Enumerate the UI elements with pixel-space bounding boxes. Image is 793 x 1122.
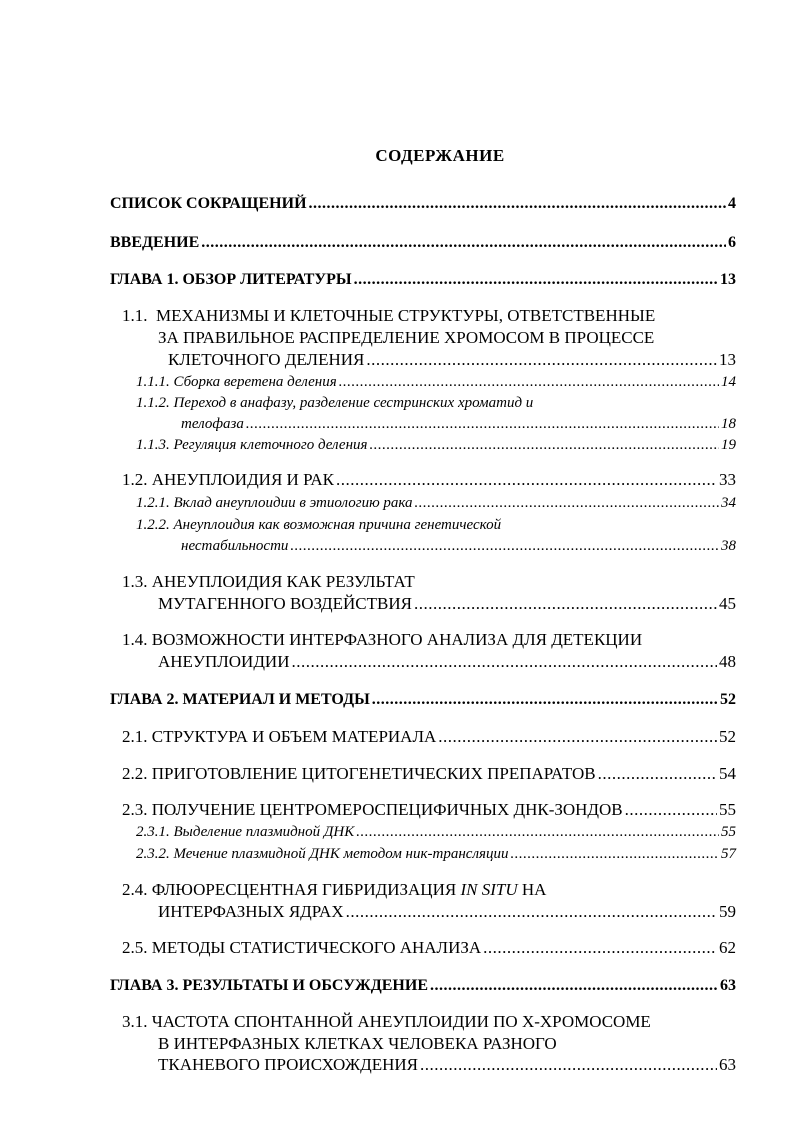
toc-entry-chapter-1[interactable]: [110, 270, 736, 290]
toc-entry-1-2-2[interactable]: [181, 536, 736, 556]
toc-entry-1-3-line1[interactable]: 1.3. АНЕУПЛОИДИЯ КАК РЕЗУЛЬТАТ: [122, 572, 415, 591]
toc-page-number: 55: [719, 800, 736, 819]
dot-leader: [430, 976, 718, 996]
dot-leader: [309, 194, 726, 214]
toc-entry-label: 2.3. ПОЛУЧЕНИЕ ЦЕНТРОМЕРОСПЕЦИФИЧНЫХ ДНК-ЗОНДОВ: [122, 800, 623, 819]
dot-leader: [291, 652, 717, 672]
toc-page-number: 55: [721, 824, 736, 840]
toc-entry-label: 2.3.2. Мечение плазмидной ДНК методом ник-трансляции: [136, 846, 509, 862]
toc-entry-label: ГЛАВА 2. МАТЕРИАЛ И МЕТОДЫ: [110, 691, 370, 708]
toc-entry-abbreviations[interactable]: [110, 194, 736, 214]
toc-page-number: 13: [719, 350, 736, 369]
dot-leader: [483, 938, 717, 958]
toc-entry-1-1-1[interactable]: [136, 372, 736, 392]
toc-page-number: 4: [728, 195, 736, 212]
toc-page-number: 13: [720, 271, 736, 288]
toc-entry-label: 2.3.1. Выделение плазмидной ДНК: [136, 824, 355, 840]
toc-page-number: 54: [719, 764, 736, 783]
dot-leader: [438, 727, 717, 747]
toc-entry-label: ГЛАВА 1. ОБЗОР ЛИТЕРАТУРЫ: [110, 271, 352, 288]
toc-page-number: 62: [719, 938, 736, 957]
toc-entry-label: МУТАГЕННОГО ВОЗДЕЙСТВИЯ: [158, 594, 412, 613]
toc-entry-label: АНЕУПЛОИДИИ: [158, 652, 290, 671]
toc-page-number: 59: [719, 902, 736, 921]
toc-entry-label: ВВЕДЕНИЕ: [110, 234, 200, 251]
dot-leader: [510, 844, 719, 864]
toc-entry-3-1-line1[interactable]: 3.1. ЧАСТОТА СПОНТАННОЙ АНЕУПЛОИДИИ ПО Х-ХРОМОСОМЕ: [122, 1012, 651, 1031]
dot-leader: [290, 536, 719, 556]
toc-entry-1-4-line1[interactable]: 1.4. ВОЗМОЖНОСТИ ИНТЕРФАЗНОГО АНАЛИЗА ДЛЯ ДЕТЕКЦИИ: [122, 630, 643, 649]
toc-entry-1-1-2-line1[interactable]: 1.1.2. Переход в анафазу, разделение сестринских хроматид и: [136, 395, 534, 411]
dot-leader: [598, 764, 717, 784]
toc-page-number: 18: [721, 416, 736, 432]
dot-leader: [201, 233, 726, 253]
toc-entry-label: 2.2. ПРИГОТОВЛЕНИЕ ЦИТОГЕНЕТИЧЕСКИХ ПРЕПАРАТОВ: [122, 764, 596, 783]
toc-entry-label: ИНТЕРФАЗНЫХ ЯДРАХ: [158, 902, 344, 921]
dot-leader: [346, 902, 717, 922]
toc-entry-1-1[interactable]: [168, 350, 736, 370]
toc-entry-label: МЕХАНИЗМЫ И КЛЕТОЧНЫЕ СТРУКТУРЫ, ОТВЕТСТВЕННЫЕ: [156, 306, 656, 325]
toc-entry-label: нестабильности: [181, 538, 289, 554]
toc-entry-1-3[interactable]: [158, 594, 736, 614]
toc-entry-label: 1.1.1. Сборка веретена деления: [136, 374, 337, 390]
toc-entry-1-1-3[interactable]: [136, 435, 736, 455]
toc-entry-2-4-line1[interactable]: [122, 880, 546, 900]
toc-entry-label-end: НА: [517, 880, 547, 899]
toc-page-number: 45: [719, 594, 736, 613]
dot-leader: [414, 594, 717, 614]
toc-page-number: 63: [719, 1055, 736, 1074]
toc-entry-1-2[interactable]: [122, 470, 736, 490]
toc-entry-chapter-3[interactable]: [110, 976, 736, 996]
toc-entry-2-2[interactable]: [122, 764, 736, 784]
toc-entry-label: СПИСОК СОКРАЩЕНИЙ: [110, 195, 307, 212]
toc-page-number: 63: [720, 977, 736, 994]
toc-entry-3-1[interactable]: [158, 1055, 736, 1075]
toc-page-number: 38: [721, 538, 736, 554]
toc-entry-1-1-2[interactable]: [181, 414, 736, 434]
dot-leader: [625, 800, 717, 820]
toc-entry-label: 1.2.1. Вклад анеуплоидии в этиологию рака: [136, 495, 413, 511]
toc-entry-2-5[interactable]: [122, 938, 736, 958]
toc-entry-1-4[interactable]: [158, 652, 736, 672]
dot-leader: [372, 690, 718, 710]
toc-entry-3-1-line2: В ИНТЕРФАЗНЫХ КЛЕТКАХ ЧЕЛОВЕКА РАЗНОГО: [158, 1034, 557, 1053]
toc-page-number: 19: [721, 437, 736, 453]
toc-entry-2-3[interactable]: [122, 800, 736, 820]
dot-leader: [415, 493, 719, 513]
toc-entry-label-italic: IN SITU: [460, 880, 518, 899]
toc-entry-label: 2.4. ФЛЮОРЕСЦЕНТНАЯ ГИБРИДИЗАЦИЯ: [122, 880, 461, 899]
toc-entry-1-1-line2: ЗА ПРАВИЛЬНОЕ РАСПРЕДЕЛЕНИЕ ХРОМОСОМ В ПРОЦЕССЕ: [158, 328, 655, 347]
section-number: 1.1.: [122, 306, 148, 325]
toc-entry-chapter-2[interactable]: [110, 690, 736, 710]
toc-entry-label: 2.1. СТРУКТУРА И ОБЪЕМ МАТЕРИАЛА: [122, 727, 437, 746]
toc-entry-2-1[interactable]: [122, 727, 736, 747]
dot-leader: [370, 435, 720, 455]
toc-page-number: 34: [721, 495, 736, 511]
dot-leader: [356, 822, 719, 842]
toc-entry-label: 1.2. АНЕУПЛОИДИЯ И РАК: [122, 470, 334, 489]
dot-leader: [339, 372, 719, 392]
toc-page-number: 48: [719, 652, 736, 671]
page-title: СОДЕРЖАНИЕ: [375, 146, 505, 165]
toc-entry-label: телофаза: [181, 416, 244, 432]
toc-page-number: 33: [719, 470, 736, 489]
toc-entry-label: ГЛАВА 3. РЕЗУЛЬТАТЫ И ОБСУЖДЕНИЕ: [110, 977, 428, 994]
toc-page-number: 14: [721, 374, 736, 390]
toc-entry-1-2-1[interactable]: [136, 493, 736, 513]
toc-entry-1-1-line1[interactable]: [122, 306, 655, 326]
toc-entry-2-3-2[interactable]: [136, 844, 736, 864]
toc-entry-introduction[interactable]: [110, 233, 736, 253]
toc-entry-label: ТКАНЕВОГО ПРОИСХОЖДЕНИЯ: [158, 1055, 418, 1074]
toc-page-number: 52: [719, 727, 736, 746]
dot-leader: [366, 350, 717, 370]
toc-entry-2-3-1[interactable]: [136, 822, 736, 842]
dot-leader: [420, 1055, 717, 1075]
toc-entry-label: 2.5. МЕТОДЫ СТАТИСТИЧЕСКОГО АНАЛИЗА: [122, 938, 482, 957]
toc-entry-label: 1.1.3. Регуляция клеточного деления: [136, 437, 368, 453]
toc-entry-1-2-2-line1[interactable]: 1.2.2. Анеуплоидия как возможная причина генетической: [136, 517, 502, 533]
toc-page-number: 52: [720, 691, 736, 708]
toc-page-number: 6: [728, 234, 736, 251]
toc-entry-2-4[interactable]: [158, 902, 736, 922]
dot-leader: [336, 470, 717, 490]
toc-entry-label: КЛЕТОЧНОГО ДЕЛЕНИЯ: [168, 350, 365, 369]
toc-page-number: 57: [721, 846, 736, 862]
dot-leader: [246, 414, 719, 434]
dot-leader: [354, 270, 718, 290]
